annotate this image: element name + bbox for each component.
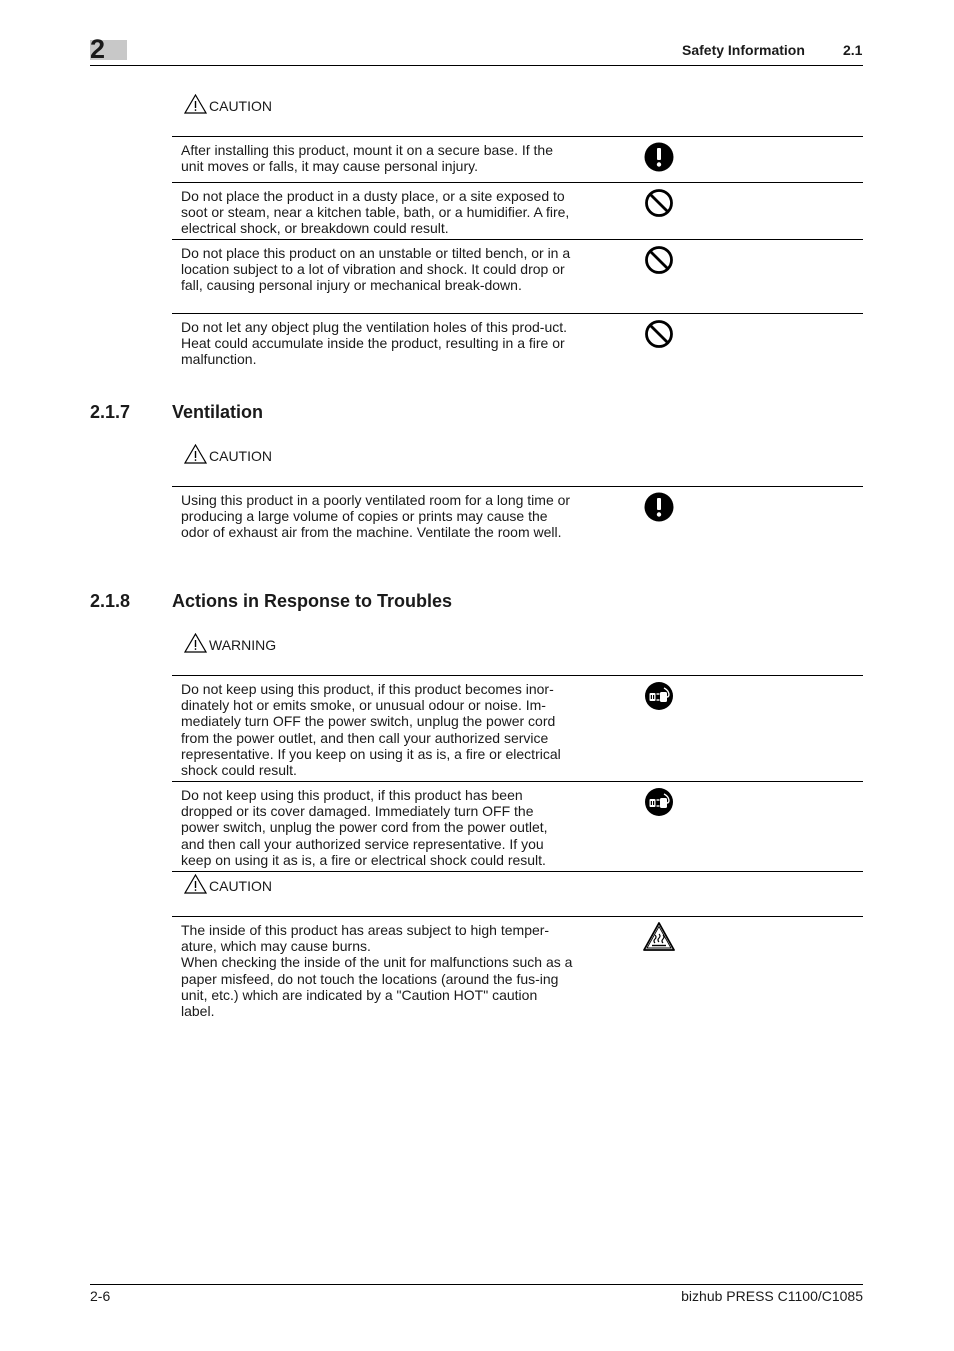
unplug-icon	[643, 786, 675, 818]
header-title: Safety Information	[682, 42, 805, 58]
footer-rule	[90, 1284, 863, 1285]
table-row	[172, 313, 863, 374]
section-title: Actions in Response to Troubles	[172, 591, 453, 611]
prohibited-icon	[643, 187, 675, 219]
table-end-rule	[172, 871, 863, 872]
caution-table	[172, 916, 863, 1022]
warning-triangle-icon	[184, 444, 207, 464]
chapter-number: 2	[90, 34, 106, 64]
page-number: 2-6	[90, 1288, 111, 1304]
table-row	[172, 136, 863, 182]
signal-word: CAUTION	[209, 98, 272, 114]
prohibited-icon	[643, 244, 675, 276]
signal-word: CAUTION	[209, 448, 272, 464]
row-text: Do not keep using this product, if this product has been dropped or its cover damaged. Immediately turn OFF the power switch, unplug the power cord from the power outlet, and then call your authorized service representative. If you keep on using it as is, a fire or electrical shock could result.	[181, 787, 548, 868]
row-text: Do not let any object plug the ventilation holes of this prod-uct. Heat could accumulate inside the product, resulting in a fire or malfunction.	[181, 319, 568, 368]
mandatory-icon	[643, 491, 675, 523]
row-text: Using this product in a poorly ventilated room for a long time or producing a large volume of copies or prints may cause the odor of exhaust air from the machine. Ventilate the room well.	[181, 492, 571, 541]
row-text: Do not place this product on an unstable or tilted bench, or in a location subject to a lot of vibration and shock. It could drop or fall, causing personal injury or mechanical break-down.	[181, 245, 571, 294]
row-text: Do not keep using this product, if this product becomes inor-dinately hot or emits smoke, or unusual odour or noise. Im-mediately turn OFF the power switch, unplug the power cord from the power outlet, and then call your authorized service representative. If you keep on using it as is, a fire or electrical shock could result.	[181, 681, 561, 779]
table-row	[172, 486, 863, 557]
row-text: After installing this product, mount it on a secure base. If the unit moves or falls, it may cause personal injury.	[181, 142, 553, 175]
warning-table	[172, 675, 863, 872]
caution-table	[172, 486, 863, 557]
mandatory-icon	[643, 141, 675, 173]
section-number: 2.1.8	[90, 591, 131, 611]
caution-signal	[184, 444, 272, 464]
signal-word: CAUTION	[209, 878, 272, 894]
product-name: bizhub PRESS C1100/C1085	[681, 1288, 863, 1304]
caution-signal	[184, 874, 272, 894]
signal-word: WARNING	[209, 637, 277, 653]
row-text: The inside of this product has areas subject to high temper-ature, which may cause burns. When checking the inside of the unit for malfunctions such as a paper misfeed, do not touch the locations (around the fus-ing unit, etc.) which are indicated by a "Caution HOT" caution label.	[181, 922, 573, 1020]
warning-triangle-icon	[184, 633, 207, 653]
table-row	[172, 916, 863, 1022]
caution-signal	[184, 94, 272, 114]
table-row	[172, 239, 863, 313]
prohibited-icon	[643, 318, 675, 350]
warning-triangle-icon	[184, 874, 207, 894]
unplug-icon	[643, 680, 675, 712]
table-row	[172, 182, 863, 239]
header-rule	[90, 65, 863, 66]
header-section-number: 2.1	[843, 42, 863, 58]
row-text: Do not place the product in a dusty place, or a site exposed to soot or steam, near a kitchen table, bath, or a humidifier. A fire, electrical shock, or breakdown could result.	[181, 188, 570, 237]
warning-triangle-icon	[184, 94, 207, 114]
section-number: 2.1.7	[90, 402, 131, 422]
table-row	[172, 675, 863, 781]
caution-table	[172, 136, 863, 374]
table-row	[172, 781, 863, 871]
hot-surface-icon	[643, 921, 675, 953]
section-title: Ventilation	[172, 402, 264, 422]
warning-signal	[184, 633, 276, 653]
